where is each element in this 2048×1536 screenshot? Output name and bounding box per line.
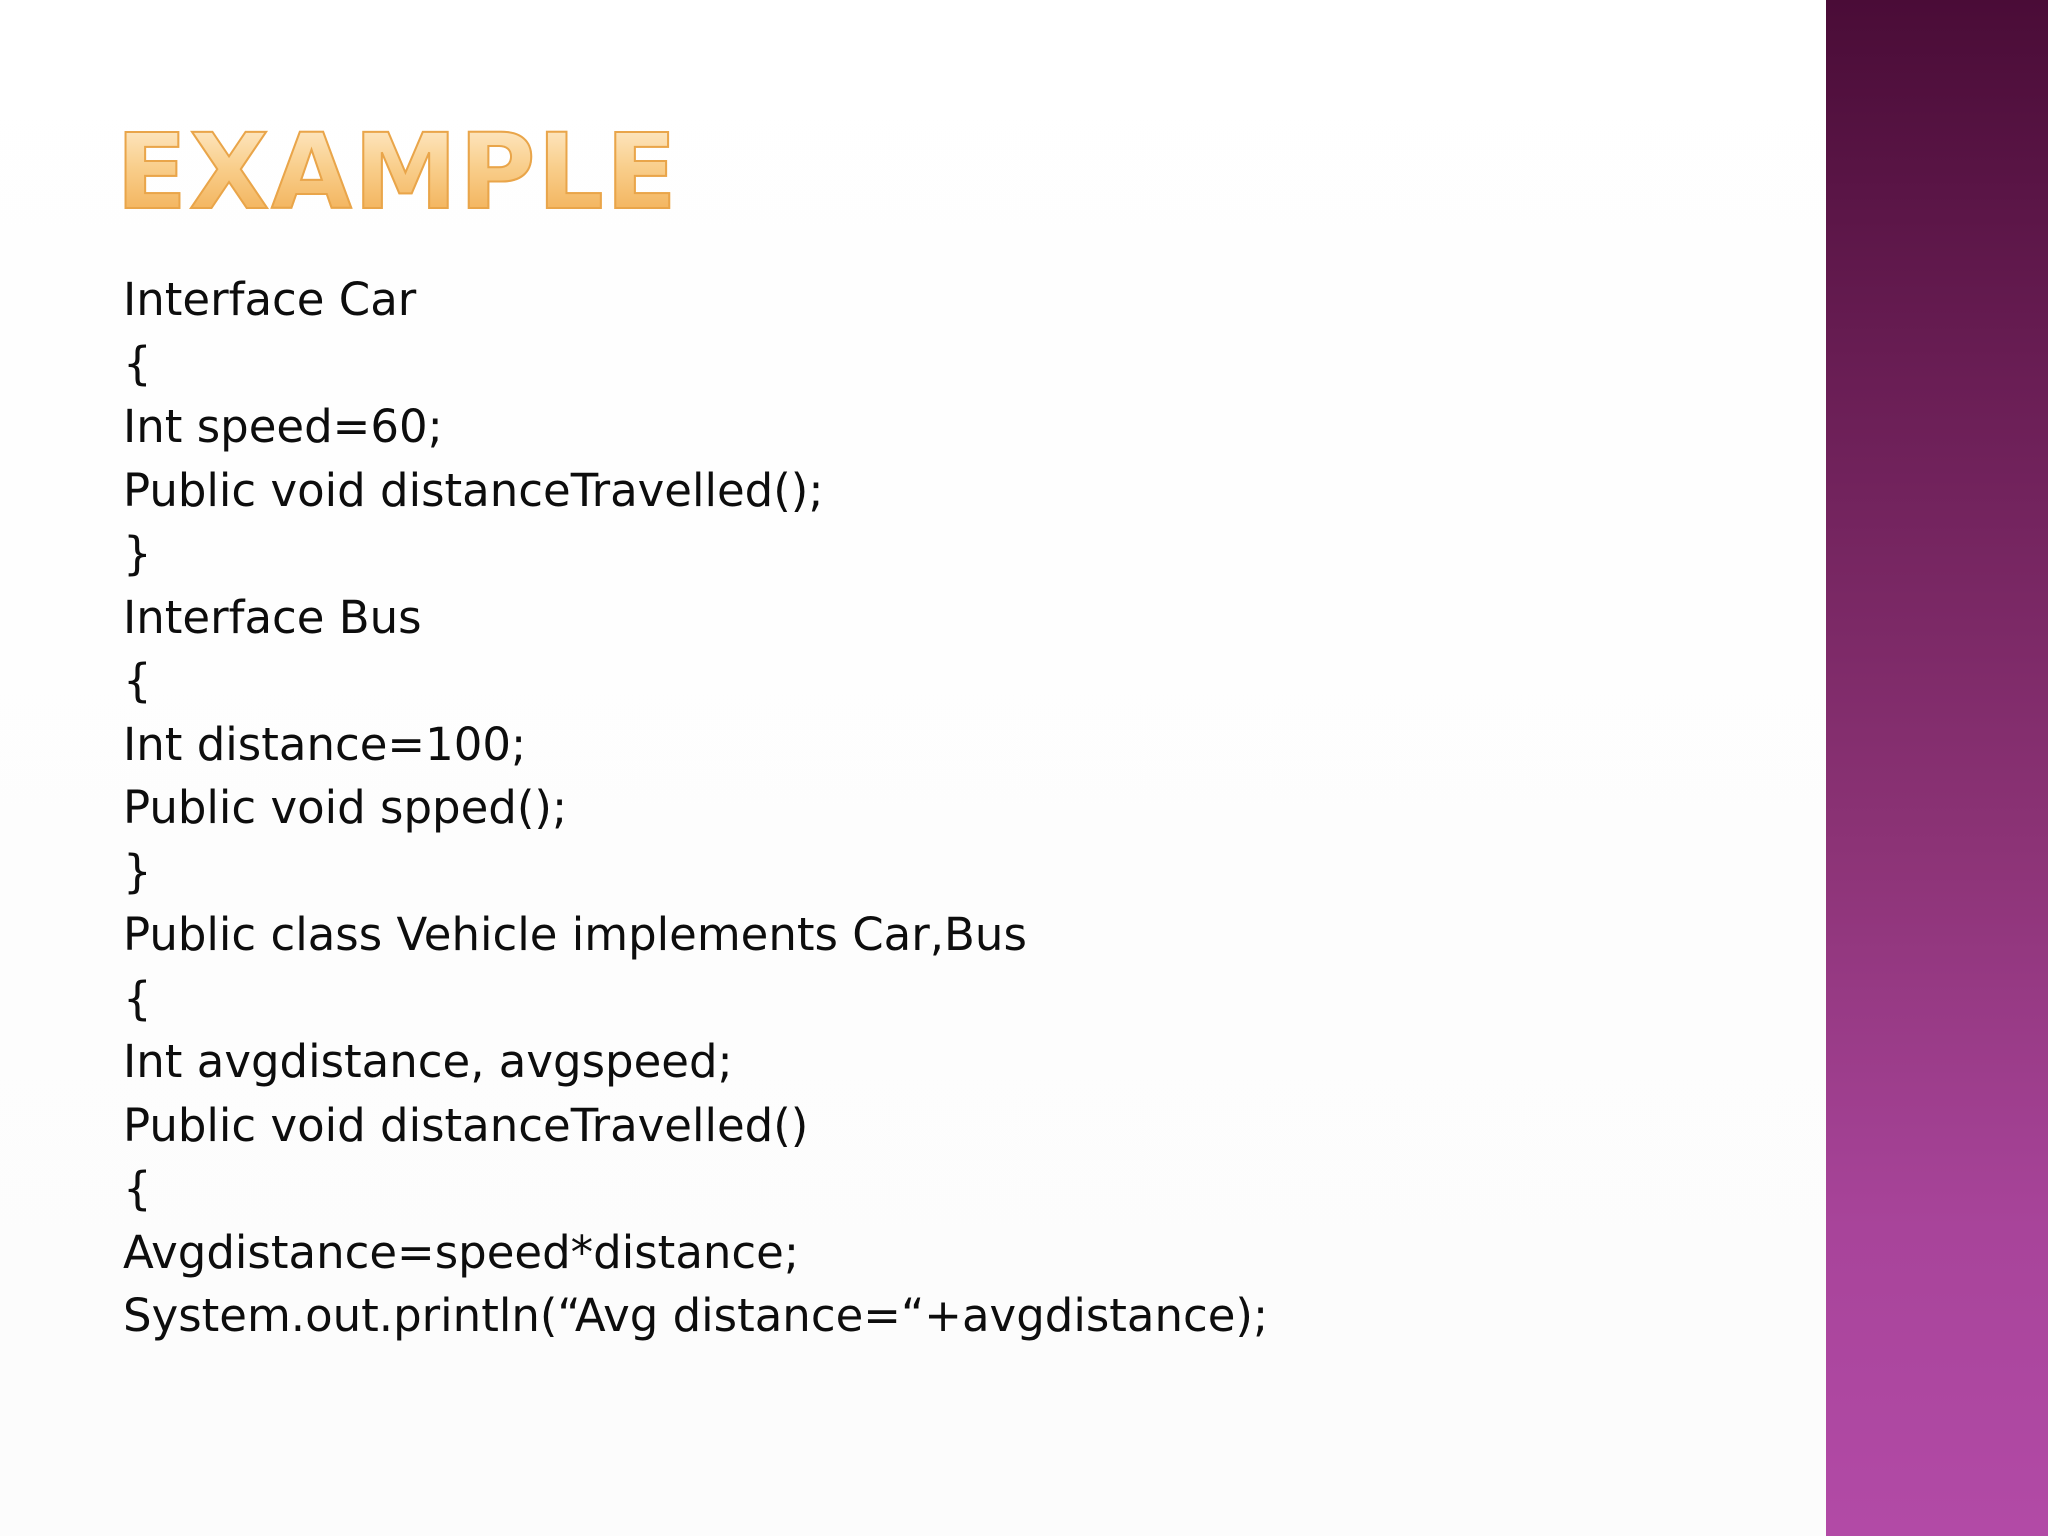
code-line: Interface Car — [123, 273, 417, 326]
code-line: Int distance=100; — [123, 717, 527, 771]
code-line: Public void spped(); — [123, 781, 568, 834]
code-line: } — [123, 527, 152, 580]
code-line: Int avgdistance, avgspeed; — [123, 1035, 733, 1088]
code-line: { — [123, 1162, 152, 1215]
code-line: } — [123, 844, 152, 898]
code-line: System.out.println(“Avg distance=“+avgdistance); — [123, 1289, 1269, 1342]
decorative-side-bar — [1826, 0, 2048, 1536]
code-line: Public void distanceTravelled() — [123, 1098, 809, 1152]
code-line: Avgdistance=speed*distance; — [123, 1225, 800, 1279]
slide-title: EXAMPLE — [116, 111, 679, 233]
code-line: { — [123, 336, 152, 390]
code-line: Public void distanceTravelled(); — [123, 463, 824, 517]
code-line: Interface Bus — [123, 590, 422, 644]
code-listing — [123, 268, 1773, 1348]
code-line: { — [123, 654, 152, 707]
code-line: { — [123, 971, 152, 1025]
code-line: Public class Vehicle implements Car,Bus — [123, 908, 1027, 961]
code-line: Int speed=60; — [123, 400, 443, 453]
